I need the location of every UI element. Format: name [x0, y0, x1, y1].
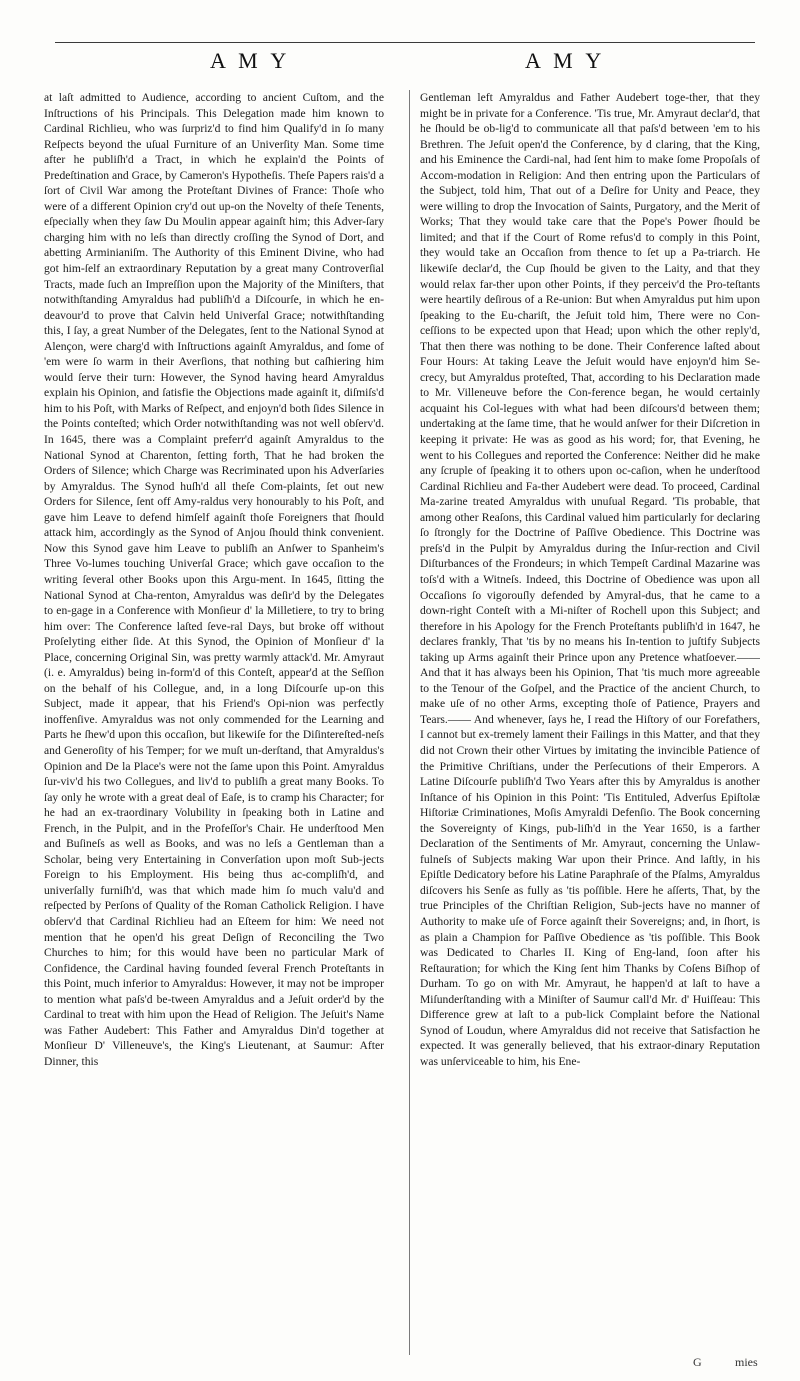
- left-column: [44, 90, 384, 1360]
- left-column-text: at laſt admitted to Audience, according to ancient Cuſtom, and the Inſtructions of his Principals. This Delegation made him known to Cardinal Richlieu, who was ſurpriz'd to find him Qualify'd in ſo many Reſpects beyond the uſual Furniture of an Univerſity Man. Some time after he publiſh'd a Tract, in which he explain'd the Points of Predeſtination and Grace, by Cameron's Hypotheſis. Theſe Papers rais'd a ſort of Civil War among the Proteſtant Divines of France: Thoſe who were of a different Opinion cry'd out up-on the Novelty of theſe Tenents, eſpecially when they ſaw Du Moulin appear againſt him; this Adver-ſary charging him with no leſs than directly croſſing the Synod of Dort, and abetting Arminianiſm. The Authority of this Eminent Divine, who had got him-ſelf an extraordinary Reputation by a great many Controverſial Tracts, made ſuch an Impreſſion upon the Majority of the Miniſters, that notwithſtanding Amyraldus had publiſh'd a Diſcourſe, in which he en-deavour'd to prove that Calvin held Univerſal Grace; notwithſtanding this, I ſay, a great Number of the Delegates, ſent to the National Synod at Alençon, were charg'd with Inſtructions againſt Amyraldus, and ſome of 'em were ſo warm in their Averſions, that nothing but caſhiering him would ſerve their turn: However, the Synod having heard Amyraldus explain his Opinion, and ſatisfie the Objections made againſt it, diſmiſs'd him to his Poſt, with Marks of Reſpect, and enjoyn'd both ſides Silence in the Points conteſted; which Order notwithſtanding was not well obſerv'd. In 1645, there was a Complaint preferr'd againſt Amyraldus to the National Synod at Charenton, ſetting forth, That he had broken the Orders of Silence; which Charge was Recriminated upon his Adverſaries by Amyraldus. The Synod huſh'd all theſe Com-plaints, ſet out new Orders for Silence, ſent off Amy-raldus very honourably to his Poſt, and gave him Leave to defend himſelf againſt thoſe Foreigners that ſhould attack him, accordingly as the Synod of Anjou ſhould think convenient. Now this Synod gave him Leave to publiſh an Anſwer to Spanheim's Three Vo-lumes touching Univerſal Grace; which gave occaſion to the writing ſeveral other Books upon this Argu-ment. In 1645, ſitting the National Synod at Cha-renton, Amyraldus was deſir'd by the Delegates to en-gage in a Conference with Monſieur d' la Milletiere, to try to bring him over: The Conference laſted ſeve-ral Days, but broke off without Proſelyting either ſide. At this Synod, the Opinion of Monſieur d' la Place, concerning Original Sin, was pretty warmly attack'd. Mr. Amyraut (i. e. Amyraldus) being in-form'd of this Conteſt, appear'd at the Seſſion on the behalf of his Collegue, and, in a long Diſcourſe up-on this Subject, made it appear, that his Friend's Opi-nion was perfectly inoffenſive. Amyraldus was not only commended for the Learning and Parts he ſhew'd upon this occaſion, but likewiſe for the Diſintereſted-neſs and Generoſity of his Temper; for we muſt un-derſtand, that Amyraldus's Opinion and De la Place's were not the ſame upon this Point. Amyraldus ſur-viv'd his two Collegues, and liv'd to publiſh a great many Books. To ſay only he wrote with a great deal of Eaſe, is to cramp his Character; for he had an ex-traordinary Volubility in ſpeaking both in Latine and French, in the Pulpit, and in the Profeſſor's Chair. He underſtood Men and Buſineſs as well as Books, and was no leſs a Gentleman than a Scholar, being very Entertaining in Converſation upon moſt Sub-jects Foreign to his Employment. His being thus ac-compliſh'd, and univerſally furniſh'd, was that which made him ſo much valu'd and reſpected by Perſons of Quality of the Roman Catholick Religion. I have obſerv'd that Cardinal Richlieu had an Eſteem for him: We need not mention that he open'd his great Deſign of Reconciling the Two Churches to him; for this would have been no particular Mark of Confidence, the Cardinal having founded ſeveral French Proteſtants in this Point, much inferior to Amyraldus: However, it may not be improper to mention what paſs'd be-tween Amyraldus and a Jeſuit order'd by the Cardinal to treat with him upon the Head of Religion. The Jeſuit's Name was Father Audebert: This Father and Amyraldus Din'd together at Monſieur D' Villeneuve's, the King's Lieutenant, at Saumur: After Dinner, this: [44, 91, 384, 1068]
- running-head-right: A M Y: [525, 48, 606, 73]
- right-column-text: Gentleman left Amyraldus and Father Audebert toge-ther, that they might be in private for a Conference. 'Tis true, Mr. Amyraut declar'd, that he ſhould be ob-lig'd to communicate all that paſs'd between 'em to his Brethren. The Jeſuit open'd the Conference, by d claring, that the King, and his Eminence the Cardi-nal, had ſent him to make ſome Propoſals of Accom-modation in Religion: And then entring upon the Particulars of the Subject, told him, That out of a Deſire for Unity and Peace, they were willing to drop the Invocation of Saints, Purgatory, and the Merit of Works; That they would take care that the Pope's Power ſhould be limited; and that if the Court of Rome refus'd to comply in this Point, they would take an Occaſion from thence to ſet up a Pa-triarch. He likewiſe declar'd, the Cup ſhould be given to the Laity, and that they would relax far-ther upon other Points, if they perceiv'd the Pro-teſtants were heartily deſirous of a Re-union: But when Amyraldus put him upon ſpeaking to the Eu-chariſt, the Jeſuit told him, There were no Con-ceſſions to be expected upon that Head; upon which the other reply'd, That then there was nothing to be done. Their Conference laſted about Four Hours: At taking Leave the Jeſuit would have enjoyn'd him Se-crecy, but Amyraldus proteſted, That, according to his Declaration made to Mr. Villeneuve before the Con-ference began, he would certainly acquaint his Col-legues with what had been diſcours'd between them; undertaking at the ſame time, that he would anſwer for their Diſcretion in keeping it private: He was as good as his word; for, that Evening, he went to his Collegues and reported the Conference: Neither did he make any ſcruple of ſpeaking it to others upon oc-caſion, when he underſtood Cardinal Richlieu and Fa-ther Audebert were dead. To proceed, Cardinal Ma-zarine treated Amyraldus with unuſual Regard. 'Tis probable, that among other Reaſons, this Cardinal valued him particularly for declaring ſo ſtrongly for the Doctrine of Paſſive Obedience. This Doctrine was preſs'd in the Pulpit by Amyraldus during the Inſur-rection and Civil Diſturbances of the Frondeurs; in which Tempeſt Cardinal Mazarine was toſs'd with a Witneſs. Indeed, this Doctrine of Obedience was upon all Occaſions ſo vigorouſly defended by Amyral-dus, that he came to a down-right Conteſt with a Mi-niſter of Rochell upon this Subject; and therefore in his Apology for the French Proteſtants publiſh'd in 1647, he declares frankly, That 'tis by no means his In-tention to juſtify Subjects taking up Arms againſt their Prince upon any Pretence whatſoever.—— And that it has always been his Opinion, That 'tis much more agreeable to the Tenour of the Goſpel, and the Practice of the ancient Church, to make uſe of no other Arms, excepting thoſe of Patience, Prayers and Tears.—— And whenever, ſays he, I read the Hiſtory of our Forefathers, I cannot but ex-tremely lament their Failings in this Matter, and that they did not Crown their other Virtues by imitating the invincible Patience of the Primitive Chriſtians, under the Perſecutions of their Emperors. A Latine Diſcourſe publiſh'd Two Years after this by Amyraldus is another Inſtance of his Opinion in this Point: 'Tis Entituled, Adverſus Epiſtolæ Hiſtoriæ Criminationes, Moſis Amyraldi Defenſio. The Book concerning the Sovereignty of Kings, pub-liſh'd in the Year 1650, is a farther Declaration of the Sentiments of Mr. Amyraut, concerning the Unlaw-fulneſs of Subjects making War upon their Prince. And laſtly, in his Epiſtle Dedicatory before his Latine Paraphraſe of the Pſalms, Amyraldus diſcovers his Senſe as fully as 'tis poſſible. Here he aſſerts, That, by the true Principles of the Chriſtian Religion, Sub-jects have no manner of Authority to make uſe of Force againſt their Sovereigns; and, in ſhort, is as plain a Champion for Paſſive Obedience as 'tis poſſible. This Book was Dedicated to Charles II. King of Eng-land, ſoon after his Reſtauration; for which the King ſent him Thanks by Coſens Biſhop of Durham. To go on with Mr. Amyraut, he happen'd at laſt to have a Miſunderſtanding with a Miniſter of Saumur call'd Mr. d' Huiſſeau: This Difference grew at laſt to a pub-lick Complaint before the National Synod of Loudun, where Amyraldus did not receive that Satisfaction he expected. It was generally believed, that his extraor-dinary Reputation was unſerviceable to him, his Ene-: [420, 91, 760, 1068]
- column-divider: [409, 90, 410, 1355]
- signature-mark: G: [693, 1355, 702, 1369]
- right-column: [420, 90, 760, 1360]
- catchword: mies: [735, 1355, 758, 1369]
- top-rule: [55, 42, 755, 43]
- running-head-left: A M Y: [210, 48, 291, 73]
